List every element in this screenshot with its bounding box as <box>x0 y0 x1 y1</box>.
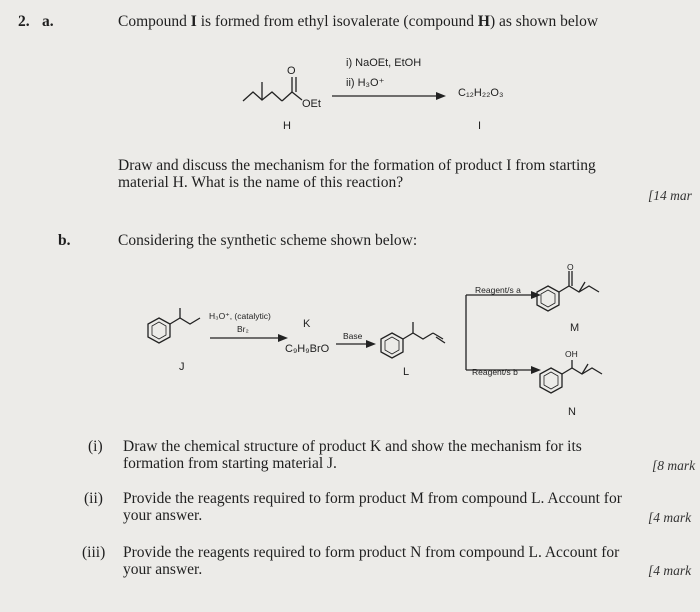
question-number: 2. <box>18 13 30 30</box>
product-k-label: K <box>303 318 311 330</box>
reagents-a-label: Reagent/s a <box>475 285 521 295</box>
product-label-i: I <box>478 120 482 132</box>
subquestion-text-line2: your answer. <box>123 561 203 578</box>
subquestion-marks: [4 mark <box>648 563 692 578</box>
product-formula: C₁₂H₂₂O₃ <box>458 87 504 99</box>
product-n-label: N <box>568 406 576 418</box>
product-m-label: M <box>570 322 580 334</box>
reagent-line-1: i) NaOEt, EtOH <box>346 57 422 69</box>
part-b-label: b. <box>58 232 71 249</box>
part-b-intro: Considering the synthetic scheme shown below: <box>118 232 418 249</box>
subquestion-text-line2: your answer. <box>123 507 203 524</box>
part-a-task-line2: material H. What is the name of this reaction? <box>118 174 404 191</box>
reagents-k-line1: H₃O⁺, (catalytic) <box>209 311 271 321</box>
subquestion-number: (iii) <box>82 544 106 561</box>
subquestion-text-line2: formation from starting material J. <box>123 455 337 472</box>
subquestion-marks: [4 mark <box>648 510 692 525</box>
subquestion-number: (i) <box>88 438 103 455</box>
oh-label: OH <box>565 349 578 359</box>
compound-j-label: J <box>179 361 185 373</box>
carbonyl-o-label: O <box>567 262 574 272</box>
compound-l-label: L <box>403 366 410 378</box>
subquestion-text-line1: Draw the chemical structure of product K and show the mechanism for its <box>123 438 582 455</box>
start-material-label-h: H <box>283 120 291 132</box>
part-a-intro: Compound I is formed from ethyl isovalerate (compound H) as shown below <box>118 13 599 30</box>
subquestion-number: (ii) <box>84 490 103 507</box>
start-carbonyl-o: O <box>287 65 296 77</box>
part-a-marks: [14 mar <box>648 188 692 203</box>
subquestion-text-line1: Provide the reagents required to form product M from compound L. Account for <box>123 490 622 507</box>
reagents-k-line2: Br₂ <box>237 324 249 334</box>
part-a-task-line1: Draw and discuss the mechanism for the formation of product I from starting <box>118 157 596 174</box>
reagents-b-label: Reagent/s b <box>472 367 518 377</box>
part-a-label: a. <box>42 13 54 30</box>
base-label: Base <box>343 331 363 341</box>
reagent-line-2: ii) H₃O⁺ <box>346 77 385 89</box>
subquestion-text-line1: Provide the reagents required to form product N from compound L. Account for <box>123 544 620 561</box>
subquestion-marks: [8 mark <box>652 458 696 473</box>
start-oet-label: OEt <box>302 98 321 110</box>
product-k-formula: C₉H₉BrO <box>285 343 330 355</box>
